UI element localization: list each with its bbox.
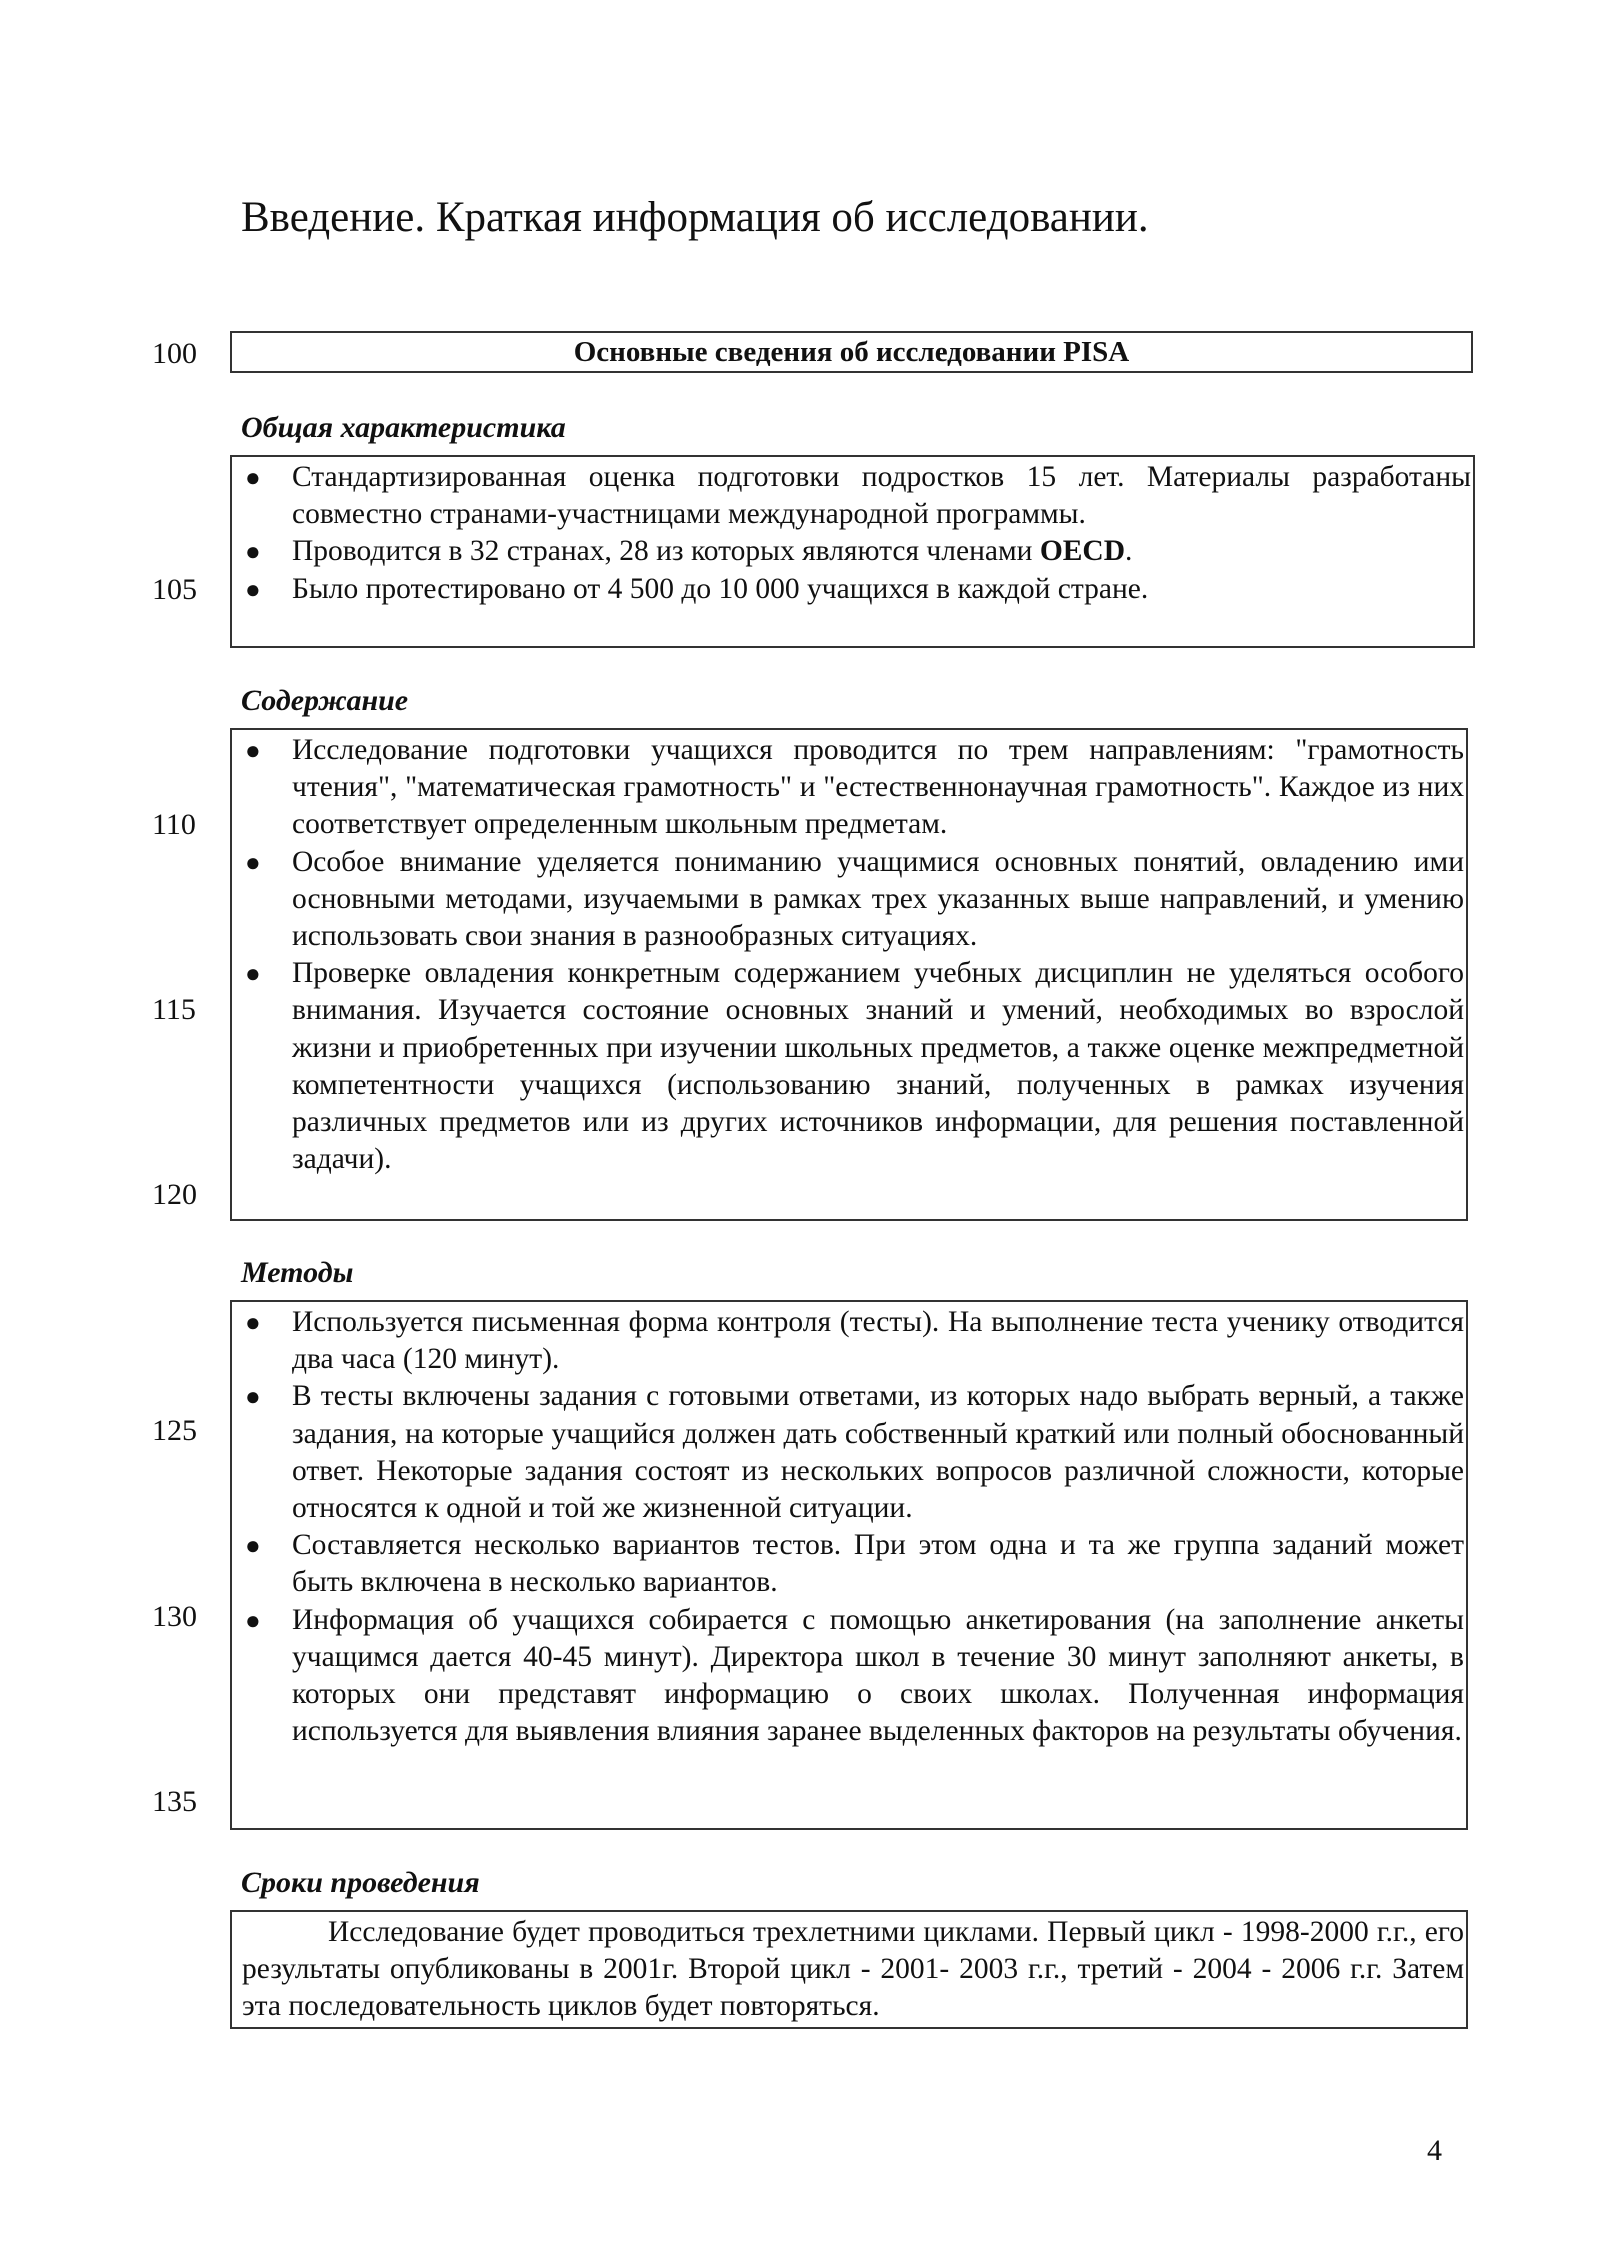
list-item: ● Составляется несколько вариантов тестов. При этом одна и та же группа заданий может быть включена в несколько вариантов. <box>245 1529 1464 1599</box>
section-heading-general: Общая характеристика <box>241 411 566 444</box>
bullet-icon: ● <box>245 736 261 765</box>
list-item: ● Исследование подготовки учащихся проводится по трем направлениям: "грамотность чтения", "математическая грамотность" и "естественнонаучная грамотность". Каждое из них соответствует определенным школьным предметам. <box>245 734 1464 841</box>
list-item: ● Проверке овладения конкретным содержанием учебных дисциплин не уделяться особого внимания. Изучается состояние основных знаний и умений, необходимых во взрослой жизни и приобретенных при изучении школьных предметов, а также оценке межпредметной компетентности учащихся (использованию знаний, полученных в рамках изучения различных предметов или из других источников информации, для решения поставленной задачи). <box>245 957 1464 1176</box>
line-number: 135 <box>152 1785 197 1818</box>
list-item: ● Проводится в 32 странах, 28 из которых являются членами OECD. <box>232 533 1473 570</box>
list-item: ● В тесты включены задания с готовыми ответами, из которых надо выбрать верный, а также задания, на которые учащийся должен дать собственный краткий или полный обоснованный ответ. Некоторые задания состоят из нескольких вопросов различной сложности, которые относятся к одной и той же жизненной ситуации. <box>245 1380 1464 1525</box>
bullet-icon: ● <box>245 463 261 492</box>
line-number: 130 <box>152 1600 197 1633</box>
bullet-icon: ● <box>245 537 261 567</box>
line-number: 100 <box>152 337 197 370</box>
bullet-icon: ● <box>245 574 261 604</box>
line-number: 105 <box>152 573 197 606</box>
bullet-icon: ● <box>245 1382 261 1412</box>
page-title: Введение. Краткая информация об исследовании. <box>241 194 1149 241</box>
section-heading-timing: Сроки проведения <box>241 1866 480 1899</box>
line-number: 115 <box>152 993 196 1026</box>
general-box <box>230 455 1475 648</box>
list-item: ● Информация об учащихся собирается с помощью анкетирования (на заполнение анкеты учащимся дается 40-45 минут). Директора школ в течение 30 минут заполняют анкеты, в которых они представят информацию о своих школах. Полученная информация используется для выявления влияния заранее выделенных факторов на результаты обучения. <box>245 1603 1464 1748</box>
list-item: ● Особое внимание уделяется пониманию учащимися основных понятий, овладению ими основными методами, изучаемыми в рамках трех указанных выше направлений, и умению использовать свои знания в разнообразных ситуациях. <box>245 845 1464 953</box>
page-number: 4 <box>1427 2134 1442 2167</box>
timing-box <box>230 1910 1468 2029</box>
header-box: Основные сведения об исследовании PISA <box>230 331 1473 373</box>
methods-box <box>230 1300 1468 1830</box>
bullet-icon: ● <box>245 1308 261 1337</box>
list-item: ● Было протестировано от 4 500 до 10 000 учащихся в каждой стране. <box>232 571 1473 608</box>
list-item: ● Используется письменная форма контроля (тесты). На выполнение теста ученику отводится два часа (120 минут). <box>245 1306 1464 1376</box>
bullet-icon: ● <box>245 847 261 877</box>
list-item: ● Стандартизированная оценка подготовки подростков 15 лет. Материалы разработаны совместно странами-участницами международной программы. <box>245 461 1471 531</box>
line-number: 120 <box>152 1178 197 1211</box>
bullet-icon: ● <box>245 1605 261 1635</box>
oecd-bold: OECD <box>1039 535 1126 568</box>
section-heading-content: Содержание <box>241 684 409 717</box>
bullet-icon: ● <box>245 959 261 989</box>
section-heading-methods: Методы <box>241 1256 354 1289</box>
content-box <box>230 728 1468 1221</box>
line-number: 110 <box>152 808 196 841</box>
bullet-icon: ● <box>245 1531 261 1561</box>
timing-paragraph: Исследование будет проводиться трехлетними циклами. Первый цикл - 1998-2000 г.г., его результаты опубликованы в 2001г. Второй цикл - 2001- 2003 г.г., третий - 2004 - 2006 г.г. Затем эта последовательность циклов будет повторяться. <box>242 1916 1464 2022</box>
line-number: 125 <box>152 1414 197 1447</box>
